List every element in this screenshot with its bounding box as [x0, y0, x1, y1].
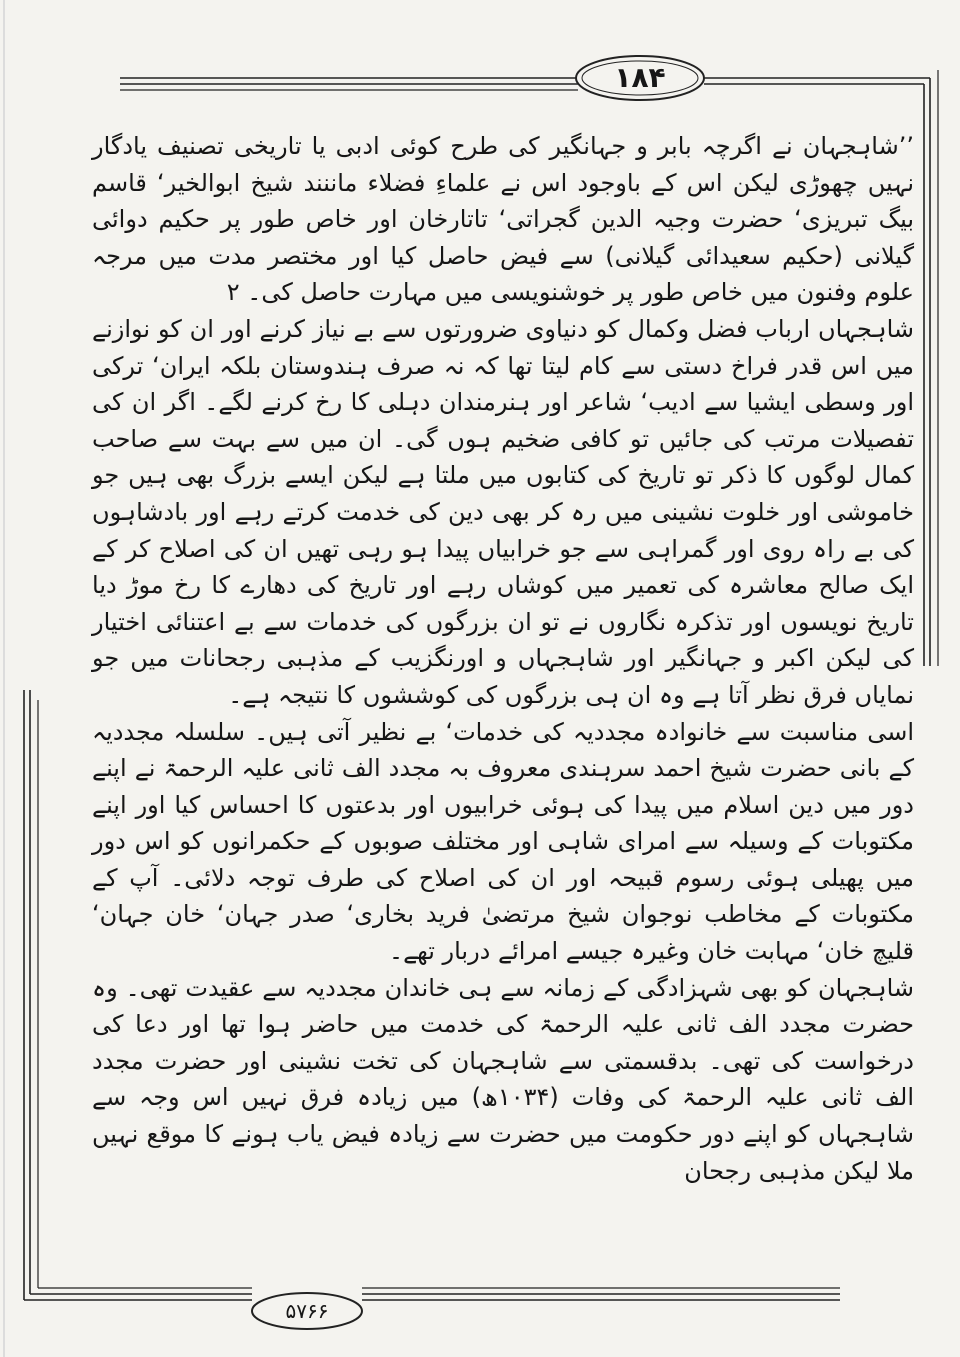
- page-number: ۱۸۴: [614, 61, 666, 94]
- paragraph-scholars: شاہجہاں ارباب فضل وکمال کو دنیاوی ضرورتوں سے بے نیاز کرنے اور ان کو نوازنے میں اس قدر فراخ دستی سے کام لیتا تھا کہ نہ صرف ہندوستان بلکہ ایران‘ ترکی اور وسطی ایشیا سے ادیب‘ شاعر اور ہنرمندان دہلی کا رخ کرنے لگے۔ اگر ان کی تفصیلات مرتب کی جائیں تو کافی ضخیم ہوں گی۔ ان میں سے بہت سے صاحب کمال لوگوں کا ذکر تو تاریخ کی کتابوں میں ملتا ہے لیکن ایسے بزرگ بھی ہیں جو خاموشی اور خلوت نشینی میں رہ کر بھی دین کی خدمت کرتے رہے اور بادشاہوں کی بے راہ روی اور گمراہی سے جو خرابیاں پیدا ہو رہی تھیں ان کی اصلاح کر کے ایک صالح معاشرہ کی تعمیر میں کوشاں رہے اور تاریخ کی دھارے کا رخ موڑ دیا تاریخ نویسوں اور تذکرہ نگاروں نے تو ان بزرگوں کی خدمات سے بے اعتنائی اختیار کی لیکن اکبر و جہانگیر اور شاہجہاں و اورنگزیب کے مذہبی رجحانات میں جو نمایاں فرق نظر آتا ہے وہ ان ہی بزرگوں کی کوششوں کا نتیجہ ہے۔: [92, 314, 914, 709]
- paragraph-mujaddidiya: اسی مناسبت سے خانوادہ مجددیہ کی خدمات‘ بے نظیر آتی ہیں۔ سلسلہ مجددیہ کے بانی حضرت شیخ احمد سرہندی معروف بہ مجدد الف ثانی علیہ الرحمۃ نے اپنے دور میں دین اسلام میں پیدا کی ہوئی خرابیوں اور بدعتوں کا احساس کیا اور اپنے مکتوبات کے وسیلہ سے امرای شاہی اور مختلف صوبوں کے حکمرانوں کو اس دور میں پھیلی ہوئی رسوم قبیحہ اور ان کی اصلاح کی طرف توجہ دلائی۔ آپ کے مکتوبات کے مخاطب نوجوان شیخ مرتضیٰ فرید بخاری‘ صدر جہان‘ خان جہان‘ قلیچ خان‘ مہابت خان وغیرہ جیسے امرائے دربار تھے۔: [92, 717, 914, 966]
- footer-code: ۵۷۶۶: [285, 1299, 329, 1323]
- paragraph-shahjahan: شاہجہان کو بھی شہزادگی کے زمانہ سے ہی خاندان مجددیہ سے عقیدت تھی۔ وہ حضرت مجدد الف ثانی علیہ الرحمۃ کی خدمت میں حاضر ہوا تھا اور دعا کی درخواست کی تھی۔ بدقسمتی سے شاہجہان کی تخت نشینی اور حضرت مجدد الف ثانی علیہ الرحمۃ کی وفات (۱۰۳۴ھ) میں زیادہ فرق نہیں اس وجہ سے شاہجہاں کو اپنے دور حکومت میں حضرت سے زیادہ فیض یاب ہونے کا موقع نہیں ملا لیکن مذہبی رجحان: [92, 973, 915, 1185]
- main-text: [92, 128, 914, 1189]
- paragraph-quote: ’’شاہجہان نے اگرچہ بابر و جہانگیر کی طرح کوئی ادبی یا تاریخی تصنیف یادگار نہیں چھوڑی لیکن اس کے باوجود اس نے علماءِ فضلاء ماننند شیخ ابوالخیر‘ قاسم بیگ تبریزی‘ حضرت وجیہ الدین گجراتی‘ تاتارخان اور خاص طور پر حکیم دوائی گیلانی (حکیم سعیدائی گیلانی) سے فیض حاصل کیا اور مختصر مدت میں مرجہ علوم وفنون میں خاص طور پر خوشنویسی میں مہارت حاصل کی۔ ۲: [92, 132, 914, 307]
